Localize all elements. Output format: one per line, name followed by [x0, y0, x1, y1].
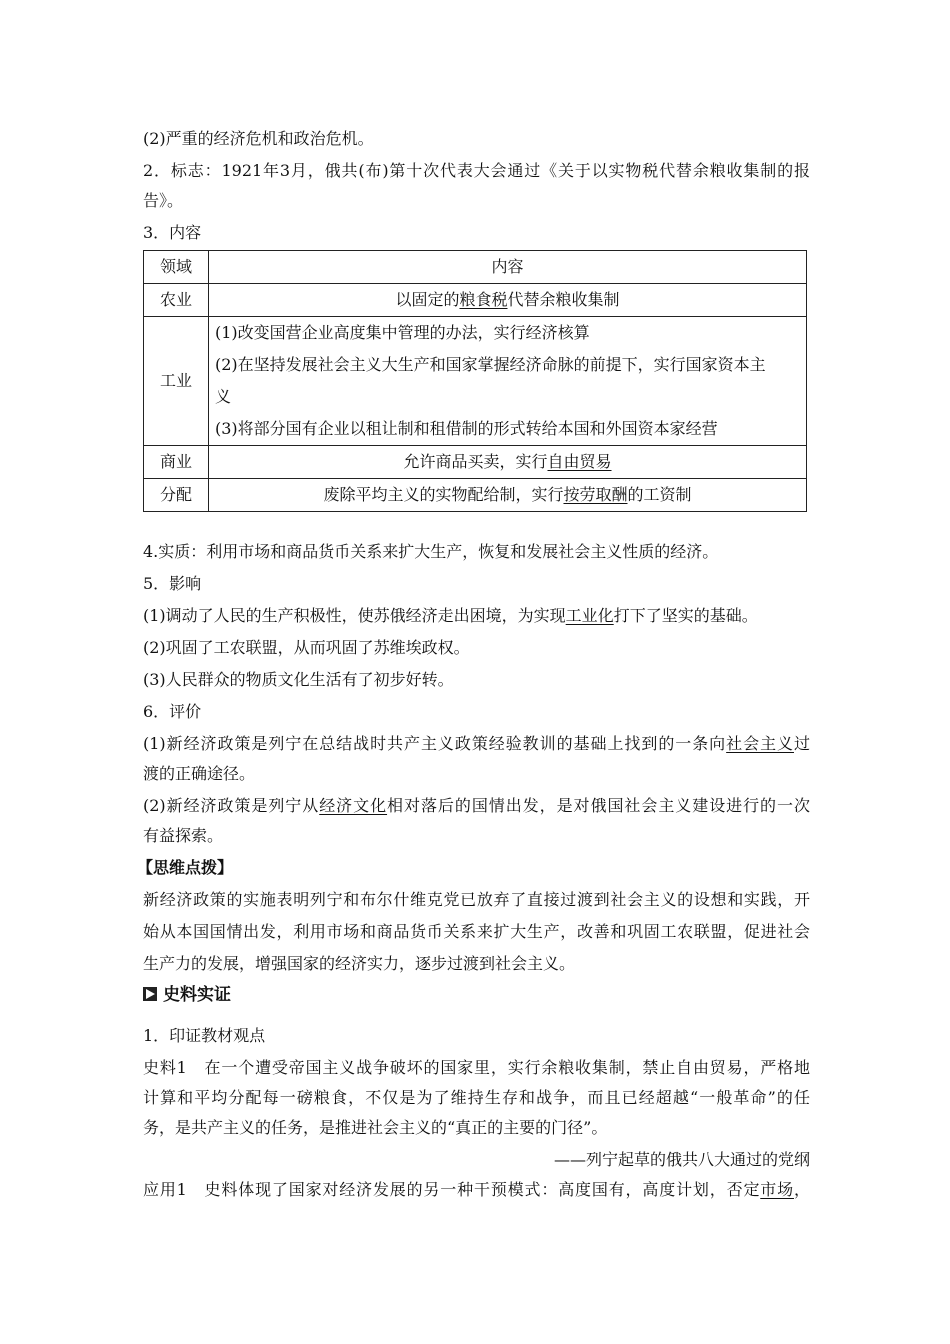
heading-impact: 5．影响 — [143, 574, 202, 593]
text: (2)新经济政策是列宁从 — [143, 796, 320, 815]
thinking-tip-line2: 始从本国国情出发，利用市场和商品货币关系来扩大生产，改善和巩固工农联盟，促进社会 — [143, 922, 810, 941]
text: 过 — [793, 734, 810, 753]
paragraph-essence: 4.实质：利用市场和商品货币关系来扩大生产，恢复和发展社会主义性质的经济。 — [143, 542, 719, 561]
section-title: 史料实证 — [163, 985, 231, 1005]
source-1-line3: 务，是共产主义的任务，是推进社会主义的“真正的主要的门径”。 — [143, 1118, 608, 1137]
evaluation-item-1-cont: 渡的正确途径。 — [143, 764, 256, 783]
table-cell-field: 分配 — [144, 479, 209, 512]
table-header-content: 内容 — [209, 251, 807, 284]
table-header-row — [144, 251, 807, 284]
table-row-distribution — [144, 479, 807, 512]
table-row-agriculture — [144, 284, 807, 317]
application-1 — [143, 1179, 810, 1201]
impact-item-1 — [143, 605, 758, 627]
source-1-line1: 史料1 在一个遭受帝国主义战争破坏的国家里，实行余粮收集制，禁止自由贸易，严格地 — [143, 1058, 810, 1077]
impact-item-3: (3)人民群众的物质文化生活有了初步好转。 — [143, 670, 454, 689]
table-cell-content — [209, 284, 807, 317]
table-cell-field: 农业 — [144, 284, 209, 317]
section-heading — [143, 984, 231, 1006]
evaluation-item-1 — [143, 733, 810, 755]
underlined-term: 自由贸易 — [547, 452, 612, 471]
paragraph-marker-line2: 告》。 — [143, 191, 184, 210]
paragraph-economic-crisis: (2)严重的经济危机和政治危机。 — [143, 129, 374, 148]
text: 应用1 史料体现了国家对经济发展的另一种干预模式：高度国有，高度计划，否定 — [143, 1180, 761, 1199]
source-1-line2: 计算和平均分配每一磅粮食，不仅是为了维持生存和战争，而且已经超越“一般革命”的任 — [143, 1088, 810, 1107]
evaluation-item-2-cont: 有益探索。 — [143, 826, 224, 845]
industry-item-1: (1)改变国营企业高度集中管理的办法，实行经济核算 — [215, 323, 590, 342]
policy-content-table — [143, 250, 807, 512]
table-cell-field: 工业 — [144, 317, 209, 446]
heading-textbook-verification: 1．印证教材观点 — [143, 1026, 266, 1045]
text: 允许商品买卖，实行 — [403, 452, 548, 471]
impact-item-2: (2)巩固了工农联盟，从而巩固了苏维埃政权。 — [143, 638, 470, 657]
table-cell-field: 商业 — [144, 446, 209, 479]
text: (1)新经济政策是列宁在总结战时共产主义政策经验教训的基础上找到的一条向 — [143, 734, 727, 753]
heading-content: 3．内容 — [143, 223, 202, 242]
industry-item-3: (3)将部分国有企业以租让制和租借制的形式转给本国和外国资本家经营 — [215, 419, 718, 438]
thinking-tip-line1: 新经济政策的实施表明列宁和布尔什维克党已放弃了直接过渡到社会主义的设想和实践，开 — [143, 890, 810, 909]
text: (1)调动了人民的生产积极性，使苏俄经济走出困境，为实现 — [143, 606, 566, 625]
underlined-term: 市场 — [760, 1180, 794, 1199]
text: 代替余粮收集制 — [507, 290, 620, 309]
industry-item-2: (2)在坚持发展社会主义大生产和国家掌握经济命脉的前提下，实行国家资本主 — [215, 355, 766, 374]
table-cell-content — [209, 446, 807, 479]
text: ， — [793, 1180, 810, 1199]
underlined-term: 粮食税 — [459, 290, 508, 309]
text: 打下了坚实的基础。 — [613, 606, 758, 625]
table-cell-content — [209, 479, 807, 512]
thinking-tip-line3: 生产力的发展，增强国家的经济实力，逐步过渡到社会主义。 — [143, 954, 576, 973]
heading-evaluation: 6．评价 — [143, 702, 202, 721]
evaluation-item-2 — [143, 795, 810, 817]
text: 相对落后的国情出发，是对俄国社会主义建设进行的一次 — [387, 796, 810, 815]
underlined-term: 按劳取酬 — [563, 485, 628, 504]
underlined-term: 社会主义 — [726, 734, 794, 753]
play-icon — [143, 987, 157, 1001]
text: 废除平均主义的实物配给制，实行 — [323, 485, 564, 504]
text: 的工资制 — [627, 485, 692, 504]
source-1-citation: ——列宁起草的俄共八大通过的党纲 — [553, 1150, 810, 1169]
table-header-field: 领域 — [144, 251, 209, 284]
thinking-tip-title: 【思维点拨】 — [137, 858, 234, 877]
table-row-industry — [144, 317, 807, 446]
table-cell-content — [209, 317, 807, 446]
underlined-term: 经济文化 — [319, 796, 388, 815]
industry-item-2-cont: 义 — [215, 387, 232, 406]
underlined-term: 工业化 — [565, 606, 614, 625]
table-row-commerce — [144, 446, 807, 479]
text: 以固定的 — [395, 290, 460, 309]
paragraph-marker-line1: 2．标志：1921年3月，俄共(布)第十次代表大会通过《关于以实物税代替余粮收集制的报 — [143, 161, 810, 180]
